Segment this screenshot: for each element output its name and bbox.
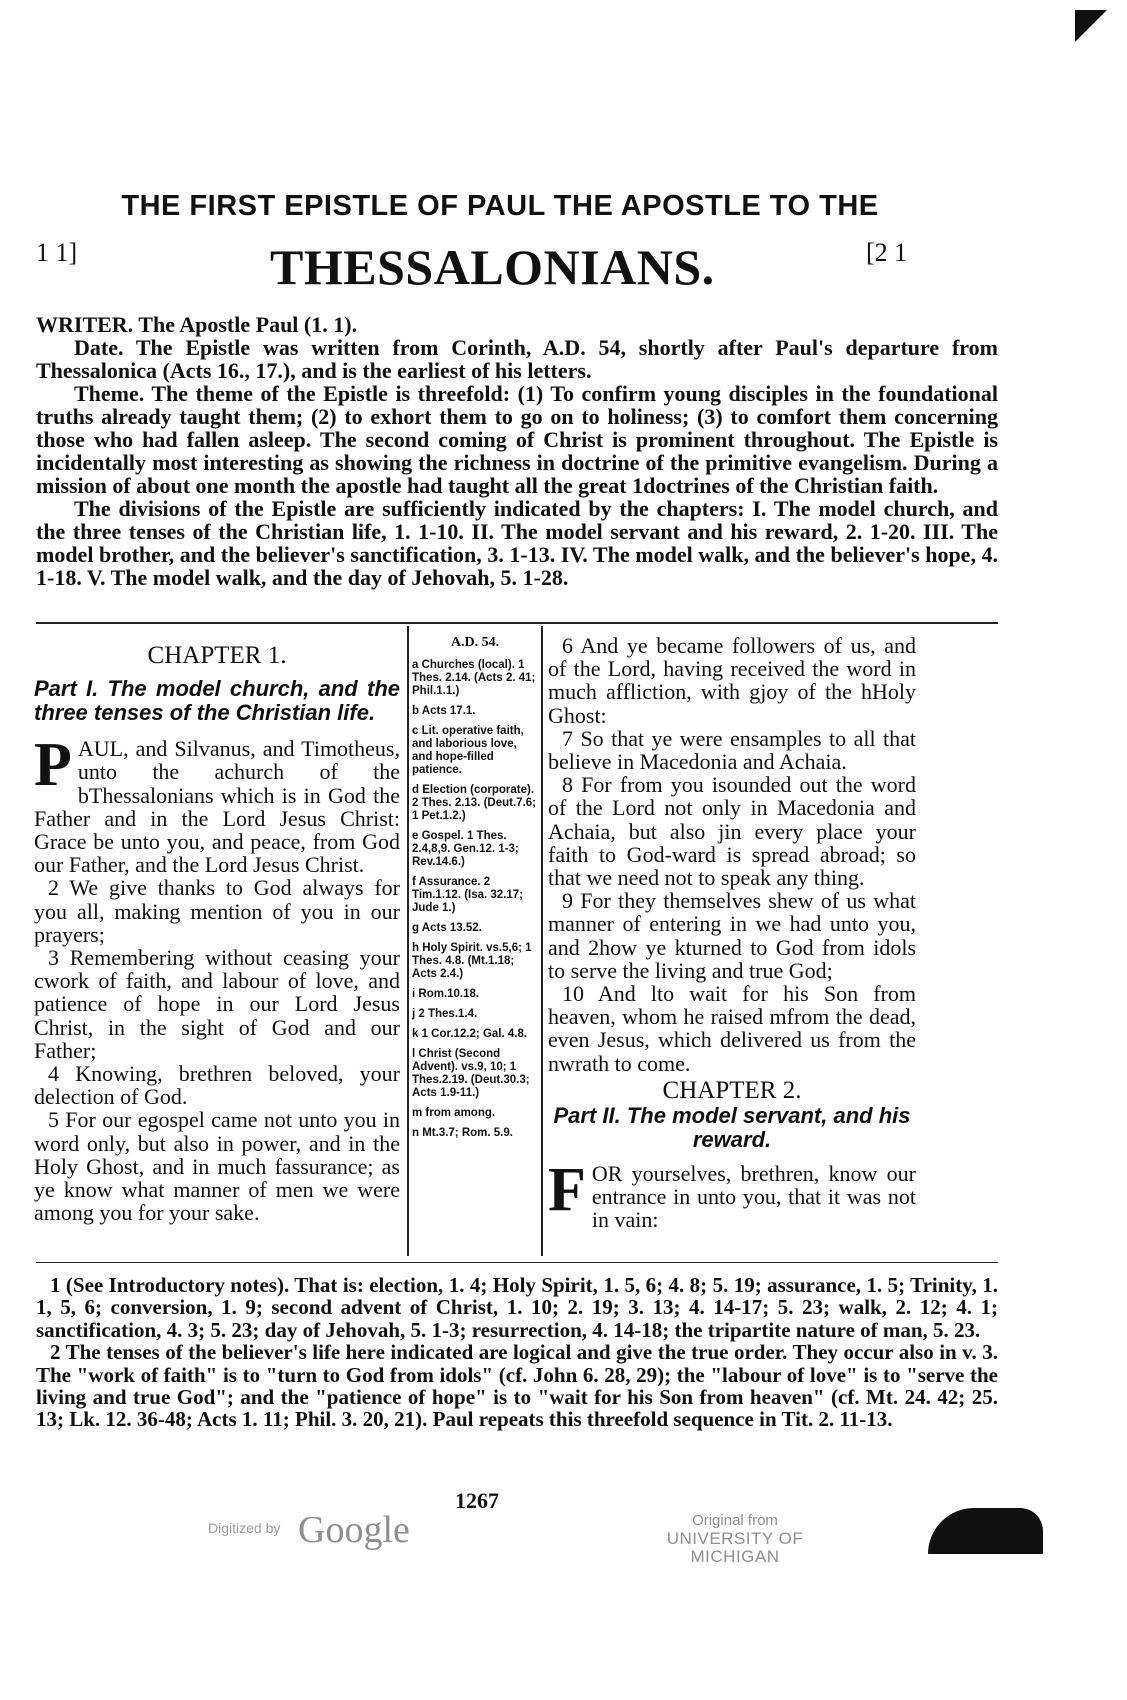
divider-bottom: [36, 1262, 998, 1263]
left-column: [34, 636, 400, 1224]
verse-5: 5 For our egospel came not unto you in word only, but also in power, and in the Holy Ghost, and in much fassurance; as ye know what manner of men we were among you for your sake.: [34, 1107, 400, 1226]
chapter-2-verse-1: [548, 1156, 916, 1233]
original-from-label: [620, 1512, 850, 1566]
page-title: THESSALONIANS.: [270, 239, 715, 295]
marginal-note: g Acts 13.52.: [412, 922, 482, 934]
marginal-note: n Mt.3.7; Rom. 5.9.: [412, 1127, 513, 1139]
introduction: [36, 313, 998, 589]
chapter-1-heading: CHAPTER 1.: [147, 642, 287, 669]
verse-1-text: AUL, and Silvanus, and Timotheus, unto the achurch of the bThessalonians which is in God the Father and in the Lord Jesus Christ: Grace be unto you, and peace, from God our Father, and the Lord Jesus Christ.: [34, 736, 400, 878]
institution-name: UNIVERSITY OF MICHIGAN: [666, 1529, 804, 1566]
marginal-note: c Lit. operative faith, and laborious love, and hope-filled patience.: [412, 725, 524, 776]
digitized-by-label: Digitized by: [208, 1520, 281, 1536]
verse-8: 8 For from you isounded out the word of the Lord not only in Macedonia and Achaia, but also jin every place your faith to God-ward is spread abroad; so that we need not to speak any thing.: [548, 772, 916, 891]
original-from-text: Original from: [692, 1512, 778, 1529]
marginal-note: d Election (corporate). 2 Thes. 2.13. (Deut.7.6; 1 Pet.1.2.): [412, 784, 536, 822]
part-1-heading: Part I. The model church, and the three tenses of the Christian life.: [34, 676, 400, 726]
middle-column: [412, 630, 538, 1147]
verse-4: 4 Knowing, brethren beloved, your delection of God.: [34, 1061, 400, 1110]
marginal-note: a Churches (local). 1 Thes. 2.14. (Acts 2. 41; Phil.1.1.): [412, 659, 536, 697]
marginal-note: j 2 Thes.1.4.: [412, 1008, 478, 1020]
intro-theme: Theme. The theme of the Epistle is threefold: (1) To confirm young disciples in the foundational truths already taught them; (2) to exhort them to go on to holiness; (3) to comfort them concerning those who had fallen asleep. The second coming of Christ is prominent throughout. The Epistle is incidentally most interesting as showing the richness in doctrine of the primitive evangelism. During a mission of about one month the apostle had taught all the great 1doctrines of the Christian faith.: [36, 381, 998, 498]
corner-mark: [1075, 10, 1107, 42]
right-reference: [2 1: [866, 238, 908, 267]
right-column: [548, 634, 916, 1232]
column-rule-right: [541, 626, 543, 1256]
marginal-date: A.D. 54.: [450, 635, 500, 650]
intro-divisions: The divisions of the Epistle are sufficiently indicated by the chapters: I. The model church, and the three tenses of the Christian life, 1. 1-10. II. The model servant and his reward, 2. 1-20. III. The model brother, and the believer's sanctification, 3. 1-13. IV. The model walk, and the believer's hope, 4. 1-18. V. The model walk, and the day of Jehovah, 5. 1-28.: [36, 496, 998, 590]
verse-2: 2 We give thanks to God always for you all, making mention of you in our prayers;: [34, 875, 400, 947]
drop-cap-p: P: [34, 731, 72, 800]
page-heading: THE FIRST EPISTLE OF PAUL THE APOSTLE TO THE: [121, 190, 879, 222]
intro-date: Date. The Epistle was written from Corinth, A.D. 54, shortly after Paul's departure from Thessalonica (Acts 16., 17.), and is the earliest of his letters.: [36, 335, 998, 383]
verse-10: 10 And lto wait for his Son from heaven, whom he raised mfrom the dead, even Jesus, which delivered us from the nwrath to come.: [548, 981, 916, 1076]
marginal-note: b Acts 17.1.: [412, 705, 476, 717]
part-2-heading: Part II. The model servant, and his reward.: [553, 1103, 911, 1153]
google-logo: Google: [298, 1509, 410, 1551]
marginal-note: l Christ (Second Advent). vs.9, 10; 1 Thes.2.19. (Deut.30.3; Acts 1.9-11.): [412, 1048, 530, 1099]
marginal-note: m from among.: [412, 1107, 496, 1119]
verse-7: 7 So that ye were ensamples to all that believe in Macedonia and Achaia.: [548, 725, 916, 775]
marginal-note: f Assurance. 2 Tim.1.12. (Isa. 32.17; Jude 1.): [412, 876, 524, 914]
chapter-2-heading: CHAPTER 2.: [662, 1076, 802, 1104]
footnote-1: 1 (See Introductory notes). That is: election, 1. 4; Holy Spirit, 1. 5, 6; 4. 8; 5. 19; assurance, 1. 5; Trinity, 1. 1, 5, 6; conversion, 1. 9; second advent of Christ, 1. 10; 2. 19; 3. 13; 4. 14-17; 5. 23; walk, 2. 12; 4. 1; sanctification, 4. 3; 5. 23; day of Jehovah, 5. 1-3; resurrection, 4. 14-18; the tripartite nature of man, 5. 23.: [36, 1273, 998, 1342]
marginal-note: h Holy Spirit. vs.5,6; 1 Thes. 4.8. (Mt.1.18; Acts 2.4.): [412, 942, 532, 980]
verse-3: 3 Remembering without ceasing your cwork of faith, and labour of love, and patience of hope in our Lord Jesus Christ, in the sight of God and our Father;: [34, 945, 400, 1063]
marginal-note: k 1 Cor.12.2; Gal. 4.8.: [412, 1028, 528, 1040]
intro-writer: WRITER. The Apostle Paul (1. 1).: [36, 312, 358, 337]
drop-cap-f: F: [548, 1156, 586, 1225]
chapter-2-verse-1-text: OR yourselves, brethren, know our entrance in unto you, that it was not in vain:: [591, 1161, 916, 1233]
verse-6: 6 And ye became followers of us, and of the Lord, having received the word in much affliction, with gjoy of the hHoly Ghost:: [548, 633, 916, 728]
footnote-2: 2 The tenses of the believer's life here indicated are logical and give the true order. They occur also in v. 3. The "work of faith" is to "turn to God from idols" (cf. John 6. 28, 29); the "labour of love" is to "serve the living and true God"; and the "patience of hope" is to "wait for his Son from heaven" (cf. Mt. 24. 42; 25. 13; Lk. 12. 36-48; Acts 1. 11; Phil. 3. 20, 21). Paul repeats this threefold sequence in Tit. 2. 11-13.: [36, 1340, 998, 1432]
footnotes: [36, 1274, 998, 1431]
scan-blot: [928, 1508, 1043, 1554]
verse-1: [34, 731, 400, 878]
column-rule-left: [407, 626, 409, 1256]
marginal-note: i Rom.10.18.: [412, 988, 480, 1000]
marginal-note: e Gospel. 1 Thes. 2.4,8,9. Gen.12. 1-3; Rev.14.6.): [412, 830, 519, 868]
divider-top: [36, 622, 998, 624]
page-number: 1267: [455, 1488, 499, 1513]
verse-9: 9 For they themselves shew of us what manner of entering in we had unto you, and 2how ye kturned to God from idols to serve the living and true God;: [548, 888, 916, 983]
left-reference: 1 1]: [36, 238, 78, 267]
